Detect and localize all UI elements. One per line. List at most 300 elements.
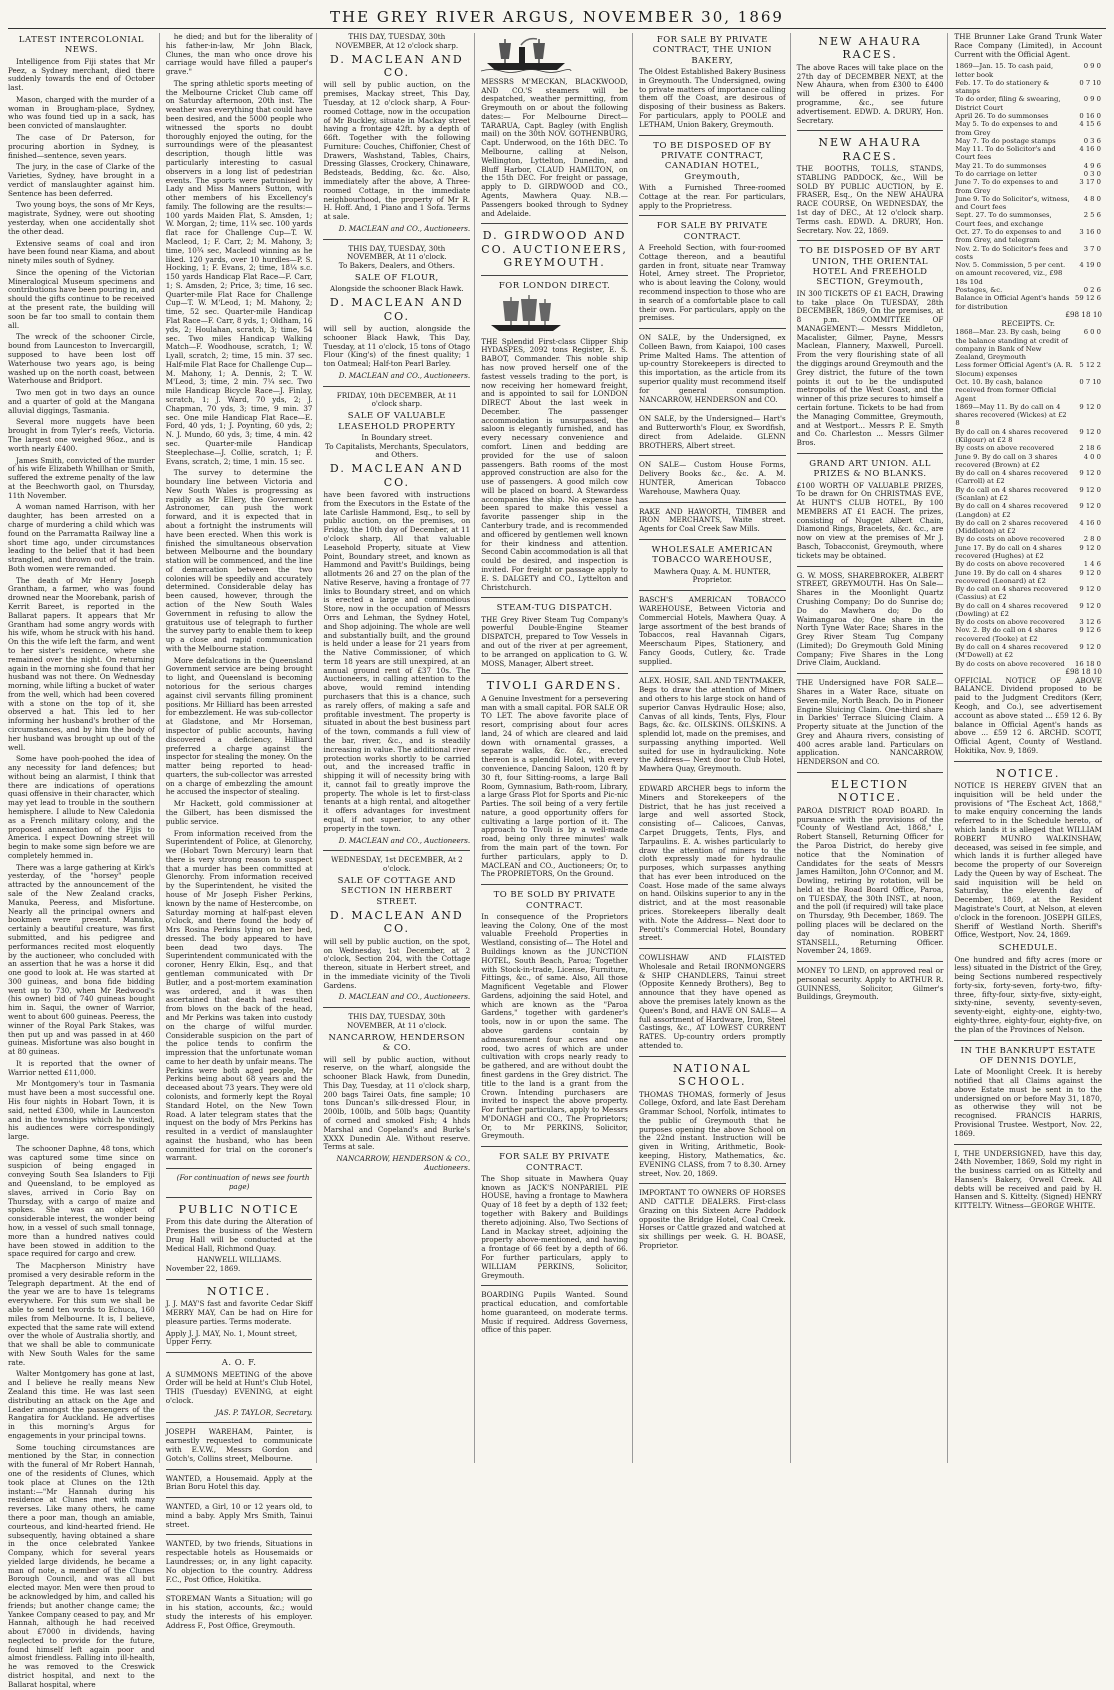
- school-text: THOMAS THOMAS, formerly of Jesus College, Oxford, and late East Dereham Grammar School, Norfolk, intimates to the public of Greymouth that he purposes opening the above School on the 22nd instant. Instruction will be given in Writing, Arithmetic, Book-keeping, History, Mathematics, &c. EVENING CLASS, from 7 to 8.30. Arney street, Nov. 20, 1869.: [638, 1089, 786, 1178]
- news-paragraph: The Macpherson Ministry have promised a very desirable reform in the Telegraph department. At the end of the year we are to have 1s telegrams everywhere. For this sum we shall be able to send ten words to Echuca, 160 miles from Melbourne. It is, I believe, expected that the same rate will extend over the whole of Australia shortly, and that we shall be able to communicate with New South Wales for the same rate.: [8, 1261, 155, 1367]
- ledger-amount: 4 8 0: [1083, 194, 1101, 203]
- ledger-item: June 19. By do call on 4 shares recovered (Leonard) at £2: [955, 568, 1062, 585]
- contract-ad: [481, 913, 628, 1141]
- news-paragraph: Mr Montgomery's tour in Tasmania must have been a most successful one. His four nights in Hobart Town, it is said, netted £300, while in Launceston and in the townships which he visited, his audiences were correspondingly large.: [8, 1079, 155, 1142]
- news-paragraph: Since the opening of the Victorian Mineralogical Museum specimens and contributions have been pouring in, and should the gifts continue to be received at the present rate, the building will soon be far too small to contain them all.: [8, 267, 155, 330]
- divider: [166, 1497, 313, 1498]
- cowlishaw-ad: [639, 954, 786, 1051]
- sale-4-body: will sell by public auction, on the spot, on Wednesday, 1st December, at 2 o'clock, Section 204, with the Cottage thereon, situate in Herbert street, and in the immediate vicinity of the Tivoli Gardens.: [323, 936, 471, 990]
- news-paragraph: There was a large gathering at Kirk's yesterday, of the "horsey" people attracted by the announcement of the sale of the New Zealand cracks, Manuka, Peeress, and Misfortune. Nearly all the principal owners and bookmen were present. Manuka, certainly a beautiful creature, was first submitted, and his pedigree and performances recited most eloquently by the auctioneer, who concluded with an assertion that he was a horse it did one good to look at. He was started at 300 guineas, and bona fide bidding went up to 730, when Mr Redwood's (his owner) bid of 740 guineas bought him in. Saqui, the owner of Warrior, went to about 600 guineas. Peeress, the winner of the Royal Park Stakes, was then put up and was passed in at 460 guineas. Misfortune was also bought in at 80 guineas.: [8, 862, 155, 1057]
- wanted-ad-2: [166, 1503, 313, 1529]
- tug-title: STEAM-TUG DISPATCH.: [496, 603, 613, 614]
- archer-ad: [639, 785, 786, 943]
- ledger-item: 1868—Mar. 23. By cash, being the balance standing at credit of company in Bank of New Zealand, Greymouth: [955, 328, 1068, 362]
- aof-signature: JAS. P. TAYLOR, Secretary.: [215, 1407, 313, 1417]
- tivoli-title: TIVOLI GARDENS.: [486, 679, 623, 693]
- ledger-amount: 0 7 10: [1079, 78, 1101, 87]
- ledger-row: [954, 286, 1102, 294]
- ledger-item: Nov. 2. To do Solicitor's fees and costs: [955, 244, 1068, 261]
- divider: [639, 215, 786, 216]
- ledger-row: [954, 569, 1102, 586]
- brunner-text: THE Brunner Lake Grand Trunk Water Race Company (Limited), in Account Current with the Official Agent.: [954, 32, 1102, 59]
- ledger-row: [954, 195, 1102, 212]
- ledger-row: [954, 328, 1102, 361]
- ledger-amount: 2 8 0: [1083, 535, 1101, 544]
- ledger-item: June 9. To do Solicitor's, witness, and Court fees: [955, 194, 1070, 212]
- bankrupt-estate-title: IN THE BANKRUPT ESTATE OF DENNIS DOYLE,: [960, 1045, 1096, 1066]
- divider: [166, 1469, 313, 1470]
- ledger-item: May 11. To do Solicitor's and Court fees: [955, 145, 1056, 162]
- ledger-amount: 3 7 0: [1083, 244, 1101, 253]
- divider: [797, 453, 944, 454]
- schedule-ad: [954, 956, 1102, 1035]
- ledger-item: June 7. To do expenses to and from Grey: [955, 178, 1059, 195]
- divider: [797, 566, 944, 567]
- ledger-amount: 0 16 0: [1079, 112, 1101, 121]
- ledger-row: [954, 618, 1102, 626]
- ledger-row: [954, 535, 1102, 543]
- ledger-debits: [954, 62, 1102, 310]
- sale-5-firm: NANCARROW, HENDERSON & CO.: [328, 1032, 466, 1054]
- news-continued-body: [166, 33, 313, 1163]
- divider: [797, 240, 944, 241]
- tug-text: THE Grey River Steam Tug Company's powerful Double-Engine Steamer DISPATCH, prepared to Tow Vessels in and out of the river at per agreement, to be arranged on application to G. W. MOSS, Manager, Albert street.: [481, 614, 628, 668]
- ledger-row: [954, 453, 1102, 470]
- column-7: [954, 33, 1106, 1463]
- divider: [166, 1168, 313, 1169]
- clipper-ship-icon: [481, 295, 571, 333]
- archer-text: EDWARD ARCHER begs to inform the Miners and Storekeepers of the District, that he has just received a large and well assorted Stock, consisting of— Calicoes, Canvas, Carpet Druggets, Tents, Flys, and Tarpaulins. E. A. wishes particularly to draw the attention of miners to the cloth expressly made for hydraulic purposes, which surpasses anything that has ever been introduced on the Coast. Hose made of the same always on hand. Oilskins superior to any in the district, and at the most reasonable prices. Storekeepers liberally dealt with. Note the Address— Next door to Perotti's Commercial Hotel, Boundary street.: [638, 784, 786, 943]
- divider: [639, 328, 786, 329]
- divider: [797, 772, 944, 773]
- news-paragraph: The case of Dr Paterson, for procuring abortion in Sydney, is finished—sentence, seven years.: [8, 132, 155, 160]
- public-notice-body: From this date during the Alteration of Premises the business of the Western Drug Hall will be conducted at the Medical Hall, Richmond Quay.: [165, 1217, 313, 1253]
- pie-house-text: The Shop situate in Mawhera Quay known as JACK'S NONPARIEL PIE HOUSE, having a frontage to Mawhera Quay of 18 feet by a depth of 132 feet; together with Bakery and Buildings thereto adjoining. Also, Two Sections of Land in Mackay street, adjoining the property above-mentioned, and having a frontage of 66 feet by a depth of 66. For further particulars, apply to WILLIAM PERKINS, Solicitor, Greymouth.: [481, 1173, 628, 1280]
- wanted-text-1: WANTED, a Housemaid. Apply at the Brian Boru Hotel this day.: [165, 1473, 313, 1492]
- ledger-amount: 4 16 0: [1079, 145, 1101, 154]
- tobacco-text: Mawhera Quay. A. M. HUNTER, Proprietor.: [653, 566, 771, 585]
- bakery-text: The Oldest Established Bakery Business in Greymouth. The Undersigned, owing to private matters of importance calling them off the Coast, are desirous of disposing of their business as Bakers. For particulars, apply to POOLE and LETHAM, Union Bakery, Greymouth.: [638, 67, 786, 129]
- ledger-amount: 9 12 0: [1079, 427, 1101, 436]
- news-paragraph: Intelligence from Fiji states that Mr Peez, a Sydney merchant, died there suddenly towards the end of October last.: [8, 56, 155, 93]
- sale-1-firm: D. MACLEAN AND CO.: [329, 52, 464, 79]
- steamship-icon: [481, 35, 571, 73]
- contract-2-title: FOR SALE BY PRIVATE CONTRACT.: [656, 221, 768, 242]
- ledger-item: By do costs on above recovered: [955, 560, 1065, 569]
- ledger-item: Oct. 27. To do expenses to and from Grey, and telegram: [955, 227, 1062, 245]
- hosie-ad: [639, 677, 786, 774]
- contract-2-text: A Freehold Section, with four-roomed Cottage thereon, and a beautiful garden in front, situate near Tramway Hotel, Arney street. The Proprietor, who is about leaving the Colony, would recommend inspection to those who are in search of a comfortable place to call their own. For particulars, apply on the premises.: [638, 243, 786, 323]
- sale-5-date: THIS DAY, TUESDAY, 30th NOVEMBER, At 11 o'clock.: [347, 1012, 447, 1031]
- public-notice-ad: [166, 1203, 313, 1274]
- ledger-amount: 5 12 2: [1079, 361, 1101, 370]
- sale-3-firm: D. MACLEAN AND CO.: [329, 462, 464, 489]
- column-1: [8, 33, 160, 1689]
- continuation-note: (For continuation of news see fourth page): [176, 1173, 310, 1191]
- ledger-row: [954, 228, 1102, 245]
- forms-text: ON SALE— Custom House Forms, Delivery Books &c., &c. A. M. HUNTER, American Tobacco Warehouse, Mawhera Quay.: [638, 460, 786, 496]
- shipping-text: MESSRS M'MECKAN, BLACKWOOD, AND CO.'S steamers will be despatched, weather permitting, from Greymouth on or about the following dates:— For Melbourne Direct— TARARUA, Capt. Bagley (with English mail) on the 30th NOV. GOTHENBURG, Capt. Underwood, on the 16th DEC. To Melbourne, calling at Nelson, Wellington, Lyttelton, Dunedin, and Bluff Harbor, CLAUD HAMILTON, on the 15th DEC. For freight or passage, apply to D. GIRDWOOD and CO., Agents, Mawhera Quay. N.B.—Passengers booked through to Sydney and Adelaide.: [481, 76, 628, 218]
- divider: [797, 673, 944, 674]
- columns: [8, 32, 1106, 1689]
- canadian-hotel-title: TO BE DISPOSED OF BY PRIVATE CONTRACT, CANADIAN HOTEL, Greymouth,: [653, 140, 772, 182]
- intercolonial-news-body: [8, 58, 155, 1690]
- flour-ad: [639, 415, 786, 450]
- news-paragraph: he died; and but for the liberality of his father-in-law, Mr John Black, Clunes, the man who once drove his carriage would have filled a pauper's grave.": [165, 32, 313, 77]
- brunner-ad: [954, 33, 1102, 59]
- divider: [166, 1197, 313, 1198]
- ledger-item: To do order, filing & swearing, District Court: [955, 95, 1061, 112]
- ledger-item: 1869—May 11. By do call on 4 shares recovered (Wickes) at £2 8: [955, 402, 1067, 428]
- races-2-title: NEW AHAURA RACES.: [818, 136, 922, 163]
- ledger-row: [954, 62, 1102, 79]
- kittelty-text: I, THE UNDERSIGNED, have this day, 24th November, 1869, Sold my right in the business carried on as Kittelty and Hansen's Bakery, Orwell Creek. All debts will be received and paid by H. Hansen and S. Kittelty. (Signed) HENRY KITTELTY. Witness—GEORGE WHITE.: [954, 1148, 1102, 1211]
- boarding-ad: [481, 1291, 628, 1335]
- ledger-row: [954, 211, 1102, 228]
- ledger-item: Postages, &c.: [955, 285, 1003, 294]
- ledger-row: [954, 544, 1102, 561]
- news-paragraph: Two men got in two days an ounce and a quarter of gold at the Mangana alluvial diggings, Tasmania.: [8, 388, 155, 415]
- sale-4-signature: D. MACLEAN and CO., Auctioneers.: [338, 992, 471, 1002]
- divider: [639, 1056, 786, 1057]
- election-text: PAROA DISTRICT ROAD BOARD. In pursuance with the provisions of the "County of Westland Act, 1868," I, Robert Stansell, Returning Officer for the Paroa District, do hereby give notice that the Nomination of Candidates for the seats of Messrs James Hamilton, John O'Connor, and M. Dowling, retiring by rotation, will be held at the Road Board Office, Paroa, on TUESDAY, the 30th INST., at noon, and the poll (if required) will take place on Thursday, 9th December, 1869. The polling places will be declared on the day of nomination. ROBERT STANSELL, Returning Officer. November 24, 1869.: [796, 805, 944, 956]
- sale-1-signature: D. MACLEAN and CO., Auctioneers.: [338, 223, 471, 233]
- news-paragraph: James Smith, convicted of the murder of his wife Elizabeth Whillhan or Smith, suffered the extreme penalty of the law at the Beechworth gaol, on Thursday, 11th November.: [8, 455, 155, 500]
- distribution-ad: [954, 677, 1102, 756]
- ledger-item: Balance in Official Agent's hands for distribution: [955, 294, 1070, 311]
- ledger-row: [954, 112, 1102, 120]
- ledger-item: By do call on 4 shares recovered (Langdon) at £2: [955, 502, 1068, 519]
- sale-4-date: WEDNESDAY, 1st DECEMBER, At 2 o'clock.: [330, 855, 463, 874]
- tivoli-ad: [481, 695, 628, 879]
- ledger-row: [954, 585, 1102, 602]
- wareham-ad: [166, 1428, 313, 1463]
- election-ad: [797, 807, 944, 956]
- shares-ad: [797, 679, 944, 767]
- divider: [639, 948, 786, 949]
- escheat-notice-title: NOTICE.: [996, 766, 1061, 780]
- ledger-credits: [954, 328, 1102, 668]
- london-ad: [481, 338, 628, 593]
- ledger-row: [954, 294, 1102, 311]
- shipping-ad: [481, 78, 628, 219]
- news-paragraph: The wreck of the schooner Circle, bound from Launceston to Invercargill, supposed to have been lost off Waterhouse two years ago, is being washed up on the north coast, between Waterhouse and Bridport.: [8, 332, 155, 386]
- ledger-row: [954, 502, 1102, 519]
- sale-2-firm: D. MACLEAN AND CO.: [329, 296, 464, 323]
- tivoli-text: A Genuine Investment for a persevering man with a small capital. FOR SALE OR TO LET. The above favorite place of resort, comprising about four acres land, 24 of which are cleared and laid down with ornamental grasses, a separate walks, &c. &c., erected thereon is a splendid Hotel, with every convenience, Dancing Saloon, 120 ft by 30 ft, four Sitting-rooms, a large Ball Room, Gymnasium, Bath-room, Library, a large Grass Plot for Sports and Pic-nic Parties. The soil being of a very fertile nature, a good opportunity offers for cultivating a large portion of it. The approach to Tivoli is by a well-made road, being only three minutes' walk from the main part of the town. For further particulars, apply to D. MACLEAN and CO., Auctioneers; Or, to The PROPRIETORS, On the Ground.: [481, 693, 628, 879]
- sale-3-signature: D. MACLEAN and CO., Auctioneers.: [338, 835, 471, 845]
- ledger-item: By do call on 4 shares recovered (Scanlan) at £2: [955, 485, 1068, 502]
- ledger-item: June 17. By do call on 4 shares recovered (Hughes) at £2: [955, 543, 1062, 560]
- divider: [323, 239, 470, 240]
- contract-2-ad: [639, 244, 786, 323]
- ledger-amount: 9 12 0: [1079, 601, 1101, 610]
- news-paragraph: Several more nuggets have been brought in from Tyler's reefs, Victoria. The largest one weighed 96oz., and is worth nearly £400.: [8, 417, 155, 453]
- ledger-row: [954, 79, 1102, 96]
- ledger-row: [954, 178, 1102, 195]
- pie-house-ad: [481, 1175, 628, 1280]
- public-notice-signature: HANWELL WILLIAMS.: [196, 1255, 282, 1265]
- ledger-row: [954, 626, 1102, 643]
- ledger-amount: 1 4 6: [1083, 560, 1101, 569]
- sale-3-body: have been favored with instructions from the Executors in the Estate of the late Carlisle Hammond, Esq., to sell by public auction, on the premises, on Friday, the 10th day of December, at 11 o'clock sharp, All that valuable Leasehold Property, situate at View Point, Boundary street, and known as Hammond and Pavitt's Buildings, being allotments 26 and 27 on the plan of the Native Reserve, having a frontage of 77 links to Boundary street, and on which is erected a large and commodious Store, now in the occupation of Messrs Orrs and Lehman, the Sydney Hotel, and Shop adjoining. The whole are well and substantially built, and the ground is held under a lease for 21 years from the Native Commissioner, of which term 18 years are still unexpired, at an annual ground rent of £37 10s. The Auctioneers, in calling attention to the above, would remind intending purchasers that this is a chance, such as rarely offers, of making a safe and profitable investment. The property is situated in about the best business part of the town, commands a full view of the bar, river, &c., and is steadily increasing in value. The additional river protection works shortly to be carried out, and the increased traffic in shipping it will of necessity bring with it, cannot fail to greatly improve the property. The whole is let to first-class tenants at a high rental, and altogether it offers advantages for investment equal, if not superior, to any other property in the town.: [323, 490, 471, 833]
- sale-2-date: THIS DAY, TUESDAY, 30th NOVEMBER, At 11 o'clock.: [347, 243, 447, 262]
- races-2-text: THE BOOTHS, TOLLS, STANDS, STABLING PADDOCK, &c., Will be SOLD BY PUBLIC AUCTION, by E. FRASER, Esq., On the NEW AHAURA RACE COURSE, On WEDNESDAY, the 1st day of DEC., At 12 o'clock sharp. Terms cash. EDWD. A. DRURY, Hon. Secretary. Nov. 22, 1869.: [796, 164, 944, 235]
- ledger-amount: 9 12 0: [1079, 402, 1101, 411]
- ledger-item: By do call on 4 shares recovered (Kilgour) at £2 8: [955, 427, 1068, 444]
- election-title: ELECTION NOTICE.: [830, 778, 910, 805]
- ledger-item: May 5. To do expenses to and from Grey: [955, 120, 1058, 137]
- grand-art-union-text: £100 WORTH OF VALUABLE PRIZES, To be drawn for On CHRISTMAS EVE, At HUNT'S CLUB HOTEL, By 100 MEMBERS AT £1 EACH. The prizes, consisting of Nugget Albert Chain, Diamond Rings, Bracelets, &c. &c., are now on view at the premises of Mr J. Basch, Tobacconist, Greymouth, where tickets may be obtained.: [796, 480, 944, 560]
- flour-text: ON SALE, by the Undersigned— Hart's and Butterworth's Flour, ex Swordfish, direct from Adelaide. GLENN BROTHERS, Albert street.: [638, 414, 786, 450]
- rake-haworth-ad: [639, 508, 786, 534]
- skiff-notice-title: NOTICE.: [206, 1284, 272, 1298]
- divider: [481, 1285, 628, 1286]
- ledger-item: Nov. 2. By do call on 4 shares recovered (Tooke) at £2: [955, 626, 1058, 643]
- school-ad: [639, 1091, 786, 1179]
- divider: [639, 502, 786, 503]
- column-3: [323, 33, 475, 1463]
- divider: [797, 130, 944, 131]
- schedule-title: SCHEDULE.: [998, 943, 1058, 954]
- sale-1-body: will sell by public auction, on the premises, Mackay street, This Day, Tuesday, at 12 o'clock sharp, A Four-roomed Cottage, now in the occupation of Mr Buckley, situate in Mackay street having a frontage 42ft. by a depth of 66ft. Together with the following Furniture: Couches, Chiffonier, Chest of Drawers, Washstand, Tables, Chairs, Dressing Glasses, Crockery, Chinaware, Bedsteads, Bedding, &c. &c. Also, immediately after the above, A Three-roomed Cottage, in the immediate neighbourhood, the property of Mr R. H. Hoff. And, 1 Piano and 1 Sofa. Terms at sale.: [323, 80, 471, 222]
- races-1-title: NEW AHAURA RACES.: [818, 35, 922, 62]
- ledger-amount: 9 12 0: [1079, 543, 1101, 552]
- news-paragraph: The schooner Daphne, 48 tons, which was captured some time since on suspicion of being engaged in conveying South Sea Islanders to Fiji and Queensland, to be employed as slaves, arrived in Corio Bay on Thursday, with a cargo of maize and spokes. She was an object of considerable interest, the wonder being how, in a vessel of such small tonnage, more than a hundred natives could have been stowed in addition to the space required for cargo and crew.: [8, 1143, 155, 1259]
- ledger-credit-total: £98 18 10: [1065, 666, 1102, 676]
- ledger-amount: 0 3 6: [1083, 136, 1101, 145]
- ledger-amount: 4 9 6: [1083, 161, 1101, 170]
- school-title: NATIONAL SCHOOL.: [673, 1061, 752, 1089]
- divider: [954, 1144, 1102, 1145]
- ledger-amount: 0 9 0: [1083, 62, 1101, 71]
- divider: [481, 884, 628, 885]
- divider: [481, 673, 628, 674]
- ledger-row: [954, 486, 1102, 503]
- maclean-sale-4: [323, 856, 470, 1002]
- divider: [166, 1352, 313, 1353]
- ledger-row: [954, 137, 1102, 145]
- ledger-amount: 9 12 0: [1079, 568, 1101, 577]
- wanted-ad-3: [166, 1540, 313, 1584]
- wareham-text: JOSEPH WAREHAM, Painter, is earnestly requested to communicate with E.V.W., Messrs Gordon and Gotch's, Collins street, Melbourne.: [165, 1427, 313, 1463]
- ledger-item: By do call on 2 shares recovered (Middleton) at £2: [955, 518, 1068, 536]
- ledger-amount: 4 0 0: [1083, 452, 1101, 461]
- public-notice-date: November 22, 1869.: [165, 1264, 241, 1274]
- distribution-text: OFFICIAL NOTICE OF ABOVE BALANCE. Dividend proposed to be paid to the Judgment Creditors (Kerr, Keogh, and Co.), see advertisement account as above stated ... £59 12 6. By balance in Official Agent's hands as above ... £59 12 6. ARCHD. SCOTT, Official Agent, County of Westland. Hokitika, Nov. 9, 1869.: [954, 675, 1102, 755]
- sale-3-title: SALE OF VALUABLE LEASEHOLD PROPERTY: [338, 411, 456, 432]
- divider: [954, 761, 1102, 762]
- ledger-amount: 3 16 0: [1079, 227, 1101, 236]
- cowlishaw-text: COWLISHAW AND FLAISTED Wholesale and Retail IRONMONGERS & SHIP CHANDLERS, Tainui street (Opposite Kennedy Brothers), Beg to announce that they have opened as above the premises lately known as the Queen's Bond, and HAVE ON SALE— A full assortment of Hardware, Iron, Steel Castings, &c., AT LOWEST CURRENT RATES. Up-country orders promptly attended to.: [638, 953, 786, 1050]
- ledger-amount: 2 18 6: [1079, 444, 1101, 453]
- news-paragraph: The spring athletic sports meeting of the Melbourne Cricket Club came off on Saturday afternoon, 20th inst. The weather was everything that could have been desired, and the 5000 people who witnessed the sports no doubt thoroughly enjoyed the outing, for the surroundings were of the pleasantest description, though little was particularly interesting to casual observers in a long list of pedestrian events. The sports were patronised by Lady and Miss Manners Sutton, with other members of his Excellency's family. The following are the results:—100 yards Maiden Flat, S. Amsden, 1; W. Morgan, 2; time, 11¼ sec. 100 yards flat race for Challenge Cup—T. W. Macleod, 1; F. Carr, 2; M. Mahony, 3; time, 10¾ sec, Macleod winning as he liked. 120 yards, over 10 hurdles—P. S. Hocking, 1; F. Evans, 2; time, 18¼ s.c. 150 yards Handicap Flat Race—F. Carr, 1; S. Amsden, 2; Price, 3; time, 16 sec. Quarter-mile Flat Race for Challenge Cup—T. W. M'Leod, 1; M. Mahony, 2; time, 52 sec. Quarter-mile Handicap Flat Race—F. Carr, 8 yds, 1; Oldham, 16 yds, 2; Houlahan, scratch, 3; time, 54 sec. Two miles Handicap Walking Match—F. Woodhouse, scratch, 1; W. Lyall, scratch, 2; time, 15 min. 37 sec. Half-mile Flat Race for Challenge Cup—M. Mahony, 1; A. Dennis, 2; T. W. M'Leod, 3; time, 2 min. 7¼ sec. Two mile Handicap Bicycle Race—J. Finlay, scratch, 1; J. Ward, 70 yds, 2; J. Chapman, 70 yds, 3; time, 9 min. 37 sec. One mile Handicap Flat Race—E. Ford, 40 yds, 1; J. Poynting, 60 yds, 2; N. J. Mundo, 60 yds, 3; time, 4 min. 42 sec. Quarter-mile Handicap Steeplechase—J. Collie, scratch, 1; F. Evans, scratch, 2; time, 1 min. 15 sec.: [165, 78, 313, 466]
- ledger-row: [954, 602, 1102, 619]
- ledger-row: [954, 162, 1102, 170]
- divider: [323, 1007, 470, 1008]
- boarding-text: BOARDING Pupils Wanted. Sound practical education, and comfortable home guaranteed, on moderate terms. Music if required. Address Governess, office of this paper.: [481, 1290, 628, 1335]
- ledger-item: By do call on 4 shares recovered (M'Dowell) at £2: [955, 643, 1068, 660]
- skiff-notice-signature: Apply J. J. MAY, No. 1, Mount street, Upper Ferry.: [165, 1328, 298, 1347]
- maclean-sale-1: [323, 33, 470, 234]
- ledger-row: [954, 444, 1102, 452]
- divider: [639, 135, 786, 136]
- public-notice-title: PUBLIC NOTICE: [178, 1202, 300, 1216]
- ledger-row: [954, 643, 1102, 660]
- ledger-item: June 9. By do call on 3 shares recovered (Brown) at £2: [955, 452, 1058, 469]
- ledger-amount: 3 12 6: [1079, 618, 1101, 627]
- sale-2-signature: D. MACLEAN and CO., Auctioneers.: [338, 370, 471, 380]
- ledger-row: [954, 95, 1102, 112]
- news-paragraph: The jury, in the case of Clarke of the Varieties, Sydney, have brought in a verdict of manslaughter against him. Sentence has been deferred.: [8, 162, 155, 198]
- moss-text: G. W. MOSS, SHAREBROKER, ALBERT STREET, GREYMOUTH. Has On Sale— Shares in the Moonlight Quartz Crushing Company; Do do Sunrise do; Do do Mawhera do; Do do Waimangaroa do; One share in the North Tyne Water Race; Shares in the Grey River Steam Tug Company (Limited); Do Greymouth Gold Mining Company; Five Shares in the Long Drive Claim, Auckland.: [796, 570, 944, 668]
- london-title: FOR LONDON DIRECT.: [498, 280, 611, 291]
- ledger-item: May 21. To do summonses: [955, 161, 1047, 170]
- ledger-amount: 0 9 0: [1083, 95, 1101, 104]
- divider: [323, 850, 470, 851]
- sale-3-sub: In Boundary street.: [361, 432, 433, 442]
- news-paragraph: Two young boys, the sons of Mr Keys, magistrate, Sydney, were out shooting yesterday, when one accidentally shot the other dead.: [8, 200, 155, 236]
- divider: [481, 223, 628, 224]
- ledger-row: [954, 245, 1102, 262]
- escheat-notice-ad: [954, 782, 1102, 940]
- ledger-amount: 4 15 6: [1079, 120, 1101, 129]
- pie-house-title: FOR SALE BY PRIVATE CONTRACT.: [499, 1152, 611, 1173]
- schedule-text: One hundred and fifty acres (more or less) situated in the District of the Grey, being Sections numbered respectively forty-six, forty-seven, forty-two, fifty-three, fifty-four, sixty-five, sixty-eight, sixty-nine, seventy, seventy-seven, seventy-eight, eighty-one, eighty-two, eighty-three, eighty-four, eighty-five, on the plan of the Provinces of Nelson.: [954, 954, 1102, 1034]
- ledger-amount: 9 12 0: [1079, 485, 1101, 494]
- skiff-notice-body: J. J. MAY'S fast and favorite Cedar Skiff MERRY MAY, Can be had on Hire for pleasure parties. Terms moderate.: [165, 1299, 313, 1326]
- wanted-text-3: WANTED, by two friends, Situations in respectable hotels as Housemaids or Laundresses; or, in any light capacity. No objection to the country. Address F.C., Post Office, Hokitika.: [165, 1539, 313, 1584]
- ledger-row: [954, 428, 1102, 445]
- hams-ad: [639, 334, 786, 404]
- ledger-amount: 6 0 0: [1083, 328, 1101, 337]
- escheat-notice-text: NOTICE IS HEREBY GIVEN that an inquisition will be held under the provisions of "The Escheat Act, 1868," to make enquiry concerning the lands referred to in the Schedule hereto, of which lands it is alleged that WILLIAM ROBERT MUNRO WALKINSHAW, deceased, was seised in fee simple, and which lands it is further alleged have become the property of our Sovereign Lady the Queen by way of Escheat. The said inquisition will be held on Saturday, the eleventh day of December, 1869, at the Resident Magistrate's Court, at Nelson, at eleven o'clock in the forenoon. JOSEPH GILES, Sheriff of Westland North. Sheriff's Office, Westport, Nov. 24, 1869.: [954, 781, 1102, 940]
- grand-art-union-ad: [797, 482, 944, 561]
- ledger-amount: 4 19 0: [1079, 261, 1101, 270]
- sale-3-date: FRIDAY, 10th DECEMBER, At 11 o'clock sharp.: [336, 390, 457, 409]
- ledger-item: Feb. 17. To do stationery & stamps: [955, 78, 1050, 96]
- forms-ad: [639, 461, 786, 496]
- news-paragraph: From information received from the Superintendent of Police, at Glenorchy, we (Hobart Town Mercury) learn that there is very strong reason to suspect that a murder has been committed at Glenorchy. From information received by the Superintendent, he visited the house of Mr Joseph Fisher Perkins, known by the name of Hestercombe, on Saturday morning at half-past eleven o'clock, and there found the body of Mrs Rosina Perkins lying on her bed, dressed. The body appeared to have been dead two days. The Superintendent communicated with the coroner, Henry Elkin, Esq., and that gentleman communicated with Dr Butler, and a post-mortem examination was ordered, and it was then ascertained that death had resulted from blows on the back of the head, and Mr Perkins was taken into custody on the charge of wilful murder. Considerable suspicion on the part of the police tends to confirm the impression that the unfortunate woman came to her death by unfair means. The Perkins were both aged people, Mr Perkins being about 68 years and the deceased about 73 years. They were old colonists, and formerly kept the Royal Standard Hotel, on the New Town Road. A later telegram states that the inquest on the body of Mrs Perkins has resulted in a verdict of manslaughter against the husband, who has been committed for trial on the coroner's warrant.: [165, 828, 313, 1163]
- hams-text: ON SALE, by the Undersigned, ex Colleen Bawn, from Kaiapoi, 100 cases Prime Malted Hams. The attention of up-country Storekeepers is directed to this importation, as the article from its superior quality must recommend itself for general consumption. NANCARROW, HENDERSON and CO.: [638, 333, 786, 404]
- ledger-row: [954, 378, 1102, 403]
- ledger-row: [954, 361, 1102, 378]
- divider: [166, 1279, 313, 1280]
- ledger-row: [954, 519, 1102, 536]
- basch-ad: [639, 596, 786, 666]
- money-ad: [797, 967, 944, 1002]
- ledger-row: [954, 145, 1102, 162]
- ledger-row: [954, 560, 1102, 568]
- ledger-item: April 26. To do summonses: [955, 112, 1049, 121]
- art-union-title: TO BE DISPOSED OF BY ART UNION, THE ORIENTAL HOTEL And FREEHOLD SECTION, Greymouth,: [799, 246, 941, 288]
- ledger-amount: 0 2 6: [1083, 285, 1101, 294]
- ledger-item: To do carriage on letter: [955, 170, 1037, 178]
- shares-text: THE Undersigned have FOR SALE— Shares in a Water Race, situate on Seven-mile, North Beach. Do in Pioneer Engine Sluicing Claim. One-third share in Darkies' Terrace Sluicing Claim. A Property situate at the Junction of the Grey and Ahaura rivers, consisting of 400 acres arable land. Particulars on application. NANCARROW, HENDERSON and CO.: [796, 678, 944, 767]
- news-paragraph: The death of Mr Henry Joseph Grantham, a farmer, who was found drowned near the Moorebank, parish of Kerrit Bareet, is reported in the Ballarat papers. It appears that Mr Grantham had some angry words with his wife, whom he struck with his hand. On this the wife left the farm, and went to her sister's residence, where she remained over the night. On returning again in the morning she found that her husband was not there. On Wednesday morning, while lifting a bucket of water from the well, which had been covered with a stone on the top of it, she observed a hat. This led to her informing her husband's brother of the circumstances, and by him the body of her husband was brought up out of the well.: [8, 575, 155, 752]
- ledger-amount: 9 12 0: [1079, 585, 1101, 594]
- ledger-item: By do costs on above recovered: [955, 618, 1065, 627]
- hosie-text: ALEX. HOSIE, SAIL AND TENTMAKER, Begs to draw the attention of Miners and others to his large stock on hand of superior Canvas Hydraulic Hose; also, Canvas of all kinds, Tents, Flys, Flour Bags, &c. &c. OILSKINS. OILSKINS. A splendid lot, made on the premises, and surpassing anything imported. Well suited for use in hydraulicking. Note the Address— Next door to Club Hotel, Mawhera Quay, Greymouth.: [638, 676, 786, 774]
- canadian-hotel-text: With a Furnished Three-roomed Cottage at the rear. For particulars, apply to the Proprietress.: [638, 182, 786, 210]
- wanted-ad-1: [166, 1475, 313, 1493]
- kittelty-ad: [954, 1150, 1102, 1211]
- ledger-row: [954, 403, 1102, 428]
- basch-text: BASCH'S AMERICAN TOBACCO WAREHOUSE, Between Victoria and Commercial Hotels, Mawhera Quay. A large assortment of the best brands of Tobaccos, real Havannah Cigars, Meerschaum Pipes, Stationery, and Fancy Goods, Cutlery, &c. Trade supplied.: [638, 595, 786, 666]
- divider: [639, 1183, 786, 1184]
- skiff-notice-ad: [166, 1285, 313, 1347]
- sale-4-firm: D. MACLEAN AND CO.: [329, 908, 464, 936]
- sale-2-sub: Alongside the schooner Black Hawk.: [329, 284, 464, 294]
- news-paragraph: It is reported that the owner of Warrior netted £11,000.: [8, 1058, 155, 1077]
- news-paragraph: Walter Montgomery has gone at last, and I believe he really means New Zealand this time. He was last seen distributing an attack on the Age and Leader amongst the passengers of the Rangatira for Auckland. He advertises in this morning's Argus for engagements in your principal towns.: [8, 1369, 155, 1440]
- column-4: [481, 33, 633, 1463]
- ledger-amount: 9 12 0: [1079, 643, 1101, 652]
- bakery-ad: [639, 68, 786, 129]
- storeman-ad: [166, 1595, 313, 1630]
- ledger-row: [954, 261, 1102, 286]
- rake-haworth-text: RAKE AND HAWORTH, TIMBER and IRON MERCHANTS, Waite street. Agents for Coal Creek Saw Mills.: [638, 506, 786, 534]
- nancarrow-sale: [323, 1013, 470, 1172]
- divider: [639, 409, 786, 410]
- races-2-ad: [797, 165, 944, 235]
- ledger-amount: 3 17 0: [1079, 178, 1101, 187]
- divider: [639, 671, 786, 672]
- news-paragraph: Some have pooh-poohed the idea of any necessity for land defences; but without being an alarmist, I think that there are indications of operations quasi offensive in their character, which may yet lead to trouble in the southern hemisphere. I allude to New Caledonia as a French military colony, and the proposed annexation of the Fijis to America. I expect Downing street will begin to make some sign before we are completely hemmed in.: [8, 754, 155, 860]
- ledger-amount: 59 12 6: [1075, 294, 1101, 303]
- masthead: THE GREY RIVER ARGUS, NOVEMBER 30, 1869: [8, 6, 1106, 29]
- tobacco-title: WHOLESALE AMERICAN TOBACCO WAREHOUSE,: [651, 544, 773, 566]
- bankrupt-estate-ad: [954, 1068, 1102, 1138]
- sale-5-signature: NANCARROW, HENDERSON & CO., Auctioneers.: [336, 1154, 471, 1172]
- divider: [166, 1534, 313, 1535]
- ledger-amount: 9 12 0: [1079, 469, 1101, 478]
- ledger-amount: 4 16 0: [1079, 518, 1101, 527]
- ledger-item: By do costs on above recovered: [955, 535, 1065, 544]
- sale-2-intro: To Bakers, Dealers, and Others.: [338, 261, 455, 271]
- ledger-credit-heading: RECEIPTS. Cr.: [1001, 318, 1055, 328]
- art-union-ad: [797, 290, 944, 448]
- divider: [323, 386, 470, 387]
- grand-art-union-title: GRAND ART UNION. ALL PRIZES & NO BLANKS.: [809, 458, 931, 480]
- sale-2-body: will sell by auction, alongside the schooner Black Hawk, This Day, Tuesday, at 11 o'clock, 15 tons of Otago Flour (King's) of the finest quality; 1 ton Oatmeal; Half-ton Pearl Barley.: [323, 323, 471, 369]
- ledger-amount: 9 12 6: [1079, 626, 1101, 635]
- contract-text: In consequence of the Proprietors leaving the Colony, One of the most valuable Freehold Properties in Westland, consisting of— The Hotel and Buildings known as the JUNCTION HOTEL, South Beach, Paroa; Together with Stock-in-trade, License, Furniture, Fittings, &c., of same. Also, All those Magnificent Vegetable and Flower Gardens, adjoining the said Hotel, and which are known as the "Paroa Gardens," together with gardener's tools, now in or upon the same. The above gardens contain by admeasurement four acres and one rood, two acres of which are under cultivation with crops nearly ready to be gathered, and are without doubt the finest gardens in the Grey district. The title to the land is a grant from the Crown. Intending purchasers are invited to inspect the above property. For further particulars, apply to Messrs M'DONAGH and CO., The Proprietors; Or, to Mr PERKINS, Solicitor, Greymouth.: [481, 911, 628, 1141]
- ledger-item: May 7. To do postage stamps: [955, 136, 1056, 145]
- divider: [639, 779, 786, 780]
- maclean-sale-2: [323, 245, 470, 381]
- ledger-amount: 9 12 0: [1079, 502, 1101, 511]
- column-6: [797, 33, 949, 1463]
- sale-5-body: will sell by public auction, without reserve, on the wharf, alongside the schooner Black Hawk, from Dunedin, This Day, Tuesday, at 11 o'clock sharp, 200 bags Tairei Oats, fine sample; 10 tons Duncan's silk-dressed Flour, in 200lb, 100lb, and 50lb bags; Quantity of corned and smoked Fish; 4 hhds Marshal and Copeland's and Burke's XXXX Dunedin Ale. Without reserve. Terms at sale.: [323, 1054, 471, 1152]
- news-paragraph: More defalcations in the Queensland Government service are being brought to light, and Queensland is becoming notorious for the serious charges against civil servants filling prominent positions. Mr Hilliard has been arrested for embezzlement. He was sub-collector at Gladstone, and Mr Horseman, inspector of public accounts, having discovered a deficiency, Hilliard preferred a charge against the inspector for stealing the money. On the matter being reported to head-quarters, the sub-collector was arrested on a charge of embezzling the amount he accused the inspector of stealing.: [165, 655, 313, 797]
- aof-title: A. O. F.: [221, 1358, 257, 1369]
- divider: [166, 1422, 313, 1423]
- column-2: [165, 32, 318, 1630]
- ledger-item: By do call on 4 shares recovered (Cassius) at £2: [955, 585, 1068, 602]
- ledger-debit-total: £98 18 10: [1065, 309, 1102, 319]
- news-paragraph: Some touching circumstances are mentioned by the Star, in connection with the funeral of Mr Robert Hannah, one of the residents of Clunes, which took place at Clunes on the 12th instant:—"Mr Hannah during his residence at Clunes met with many reverses. Like many others, he came there a poor man, though an amiable, courteous, and kind-hearted friend. He subsequently, having obtained a share in the once celebrated Yankee Company, which for several years yielded large dividends, he became a man of note, a member of the Clunes Borough Council, and was all but elected mayor. Men were then proud to be acknowledged by him, and called his friends; but another change came; the Yankee Company ceased to pay, and Mr Hannah, although he had received about £7000 in dividends, having neglected to provide for the future, found himself left again poor and almost friendless. Falling into ill-health, he was removed to the Creswick district hospital, and next to the Ballarat hospital, where: [8, 1442, 155, 1689]
- ledger-item: By do costs on above recovered: [955, 659, 1065, 668]
- divider: [166, 1589, 313, 1590]
- london-text: THE Splendid First-class Clipper Ship HYDASPES, 2092 tons Register, E. S. BABOT, Commander. This noble ship has now proved herself one of the fastest vessels trading to the port, is now receiving her homeward freight, and is appointed to sail for LONDON DIRECT About the last week in December. The passenger accommodation is unsurpassed, the saloon is elegantly furnished, and has every necessary convenience and comfort. Linen and bedding are provided for the use of saloon passengers. Bath rooms of the most approved construction are also for the use of passengers. A good milch cow will be placed on board. A Stewardess accompanies the ship. No expense has been spared to make this vessel a favorite passenger ship in the Canterbury trade, and is recommended and officered by gentlemen well known for their kindness and attention. Second Cabin accommodation is all that could be desired, and inspection is invited. For freight or passage apply to E. S. DALGETY and CO., Lyttelton and Christchurch.: [481, 336, 628, 592]
- ledger-item: Less former Official Agent's (A. R. Slocum) expenses: [955, 361, 1073, 378]
- divider: [797, 961, 944, 962]
- bakery-title: FOR SALE BY PRIVATE CONTRACT, THE UNION BAKERY,: [652, 35, 772, 66]
- divider: [639, 455, 786, 456]
- ledger-item: By costs on above recovered: [955, 444, 1054, 453]
- divider: [639, 539, 786, 540]
